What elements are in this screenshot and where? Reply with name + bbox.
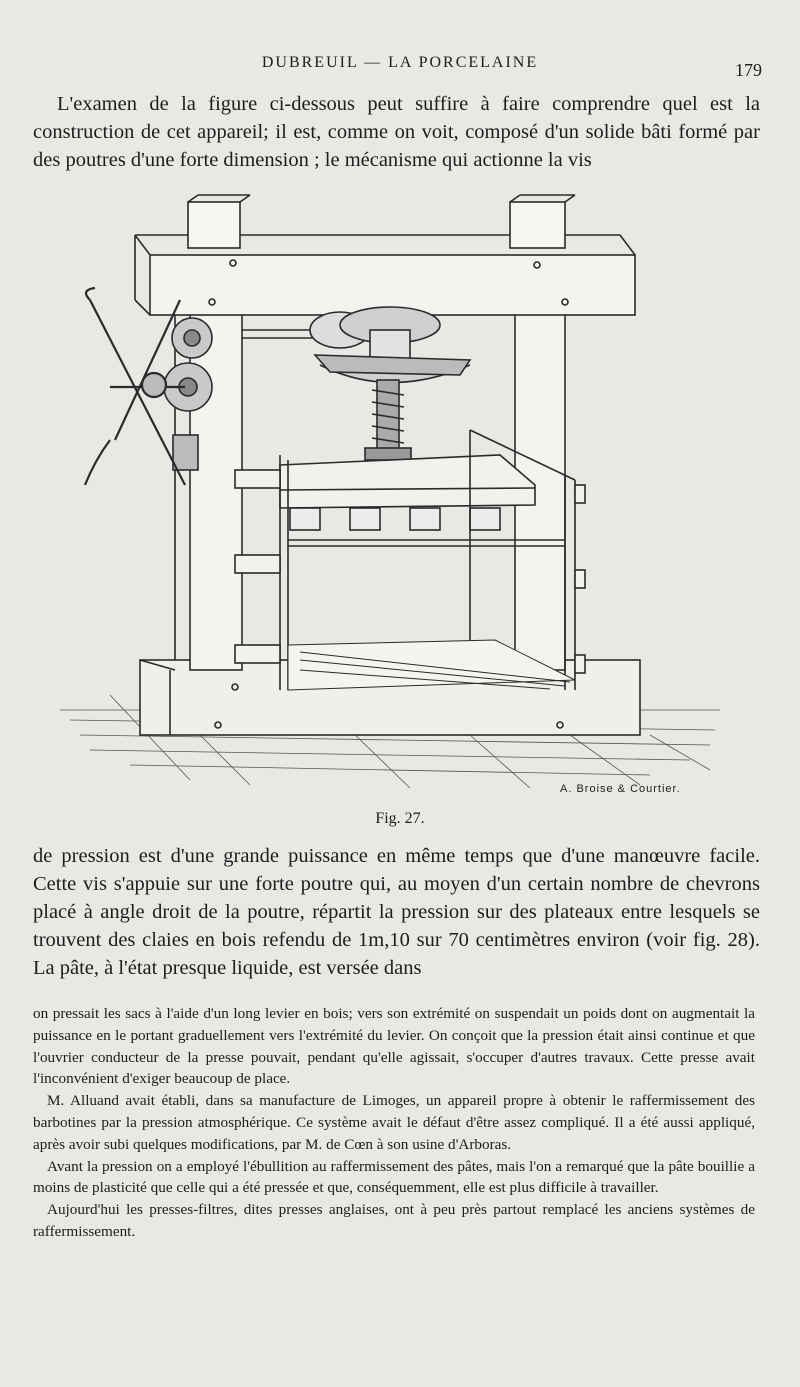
page-number: 179 xyxy=(735,60,762,80)
engraver-credit: A. Broise & Courtier. xyxy=(560,783,681,795)
crank-handle xyxy=(85,288,185,485)
top-blocks xyxy=(188,195,575,248)
press-drawing xyxy=(50,190,750,810)
gear-assembly xyxy=(242,307,470,383)
footnote-paragraph: M. Alluand avait établi, dans sa manufacture de Limoges, un appareil propre à obtenir le raffermissement des barbotines par la pression atmosphérique. Ce système avait le défaut d'être assez compliqué. Il a été aussi appliqué, après avoir subi quelques modifications, par M. de Cœn à son usine d'Arboras. xyxy=(33,1092,755,1153)
pressure-screw xyxy=(365,380,411,460)
footnotes xyxy=(33,1003,755,1243)
footnote-paragraph: Aujourd'hui les presses-filtres, dites presses anglaises, ont à peu près partout remplacé les anciens systèmes de raffermissement. xyxy=(33,1201,755,1240)
paragraph-top: L'examen de la figure ci-dessous peut suffire à faire comprendre quel est la construction de cet appareil; il est, comme on voit, composé d'un solide bâti formé par des poutres d'une forte dimension ; le mécanisme qui actionne la vis xyxy=(33,93,760,171)
running-title: DUBREUIL — LA PORCELAINE xyxy=(261,54,539,71)
press-illustration xyxy=(50,190,750,810)
press-plate xyxy=(280,455,535,508)
figure-caption: Fig. 27. xyxy=(375,810,425,827)
footnote-paragraph: Avant la pression on a employé l'ébullition au raffermissement des pâtes, mais l'on a remarqué que la pâte bouillie a moins de plasticité que celle qui a été pressée et que, conséquemment, elle est plus difficile à travailler. xyxy=(33,1157,755,1197)
footnote-paragraph: on pressait les sacs à l'aide d'un long levier en bois; vers son extrémité on suspendait un poids dont on augmentait la puissance en le portant graduellement vers l'extrémité du levier. On conçoit que la pression était ainsi continue et que l'ouvrier conducteur de la presse pouvait, pendant qu'elle agissait, s'occuper d'autres travaux. Cette presse avait l'inconvénient d'exiger beaucoup de place. xyxy=(33,1005,755,1088)
paragraph-mid: de pression est d'une grande puissance en même temps que d'une manœuvre facile. Cette vis s'appuie sur une forte poutre qui, au moyen d'un certain nombre de chevrons placé à angle droit de la poutre, répartit la pression sur des plateaux entre lesquels se trouvent des claies en bois refendu de 1m,10 sur 70 centimètres environ (voir fig. 28). La pâte, à l'état presque liquide, est versée dans xyxy=(33,845,760,979)
